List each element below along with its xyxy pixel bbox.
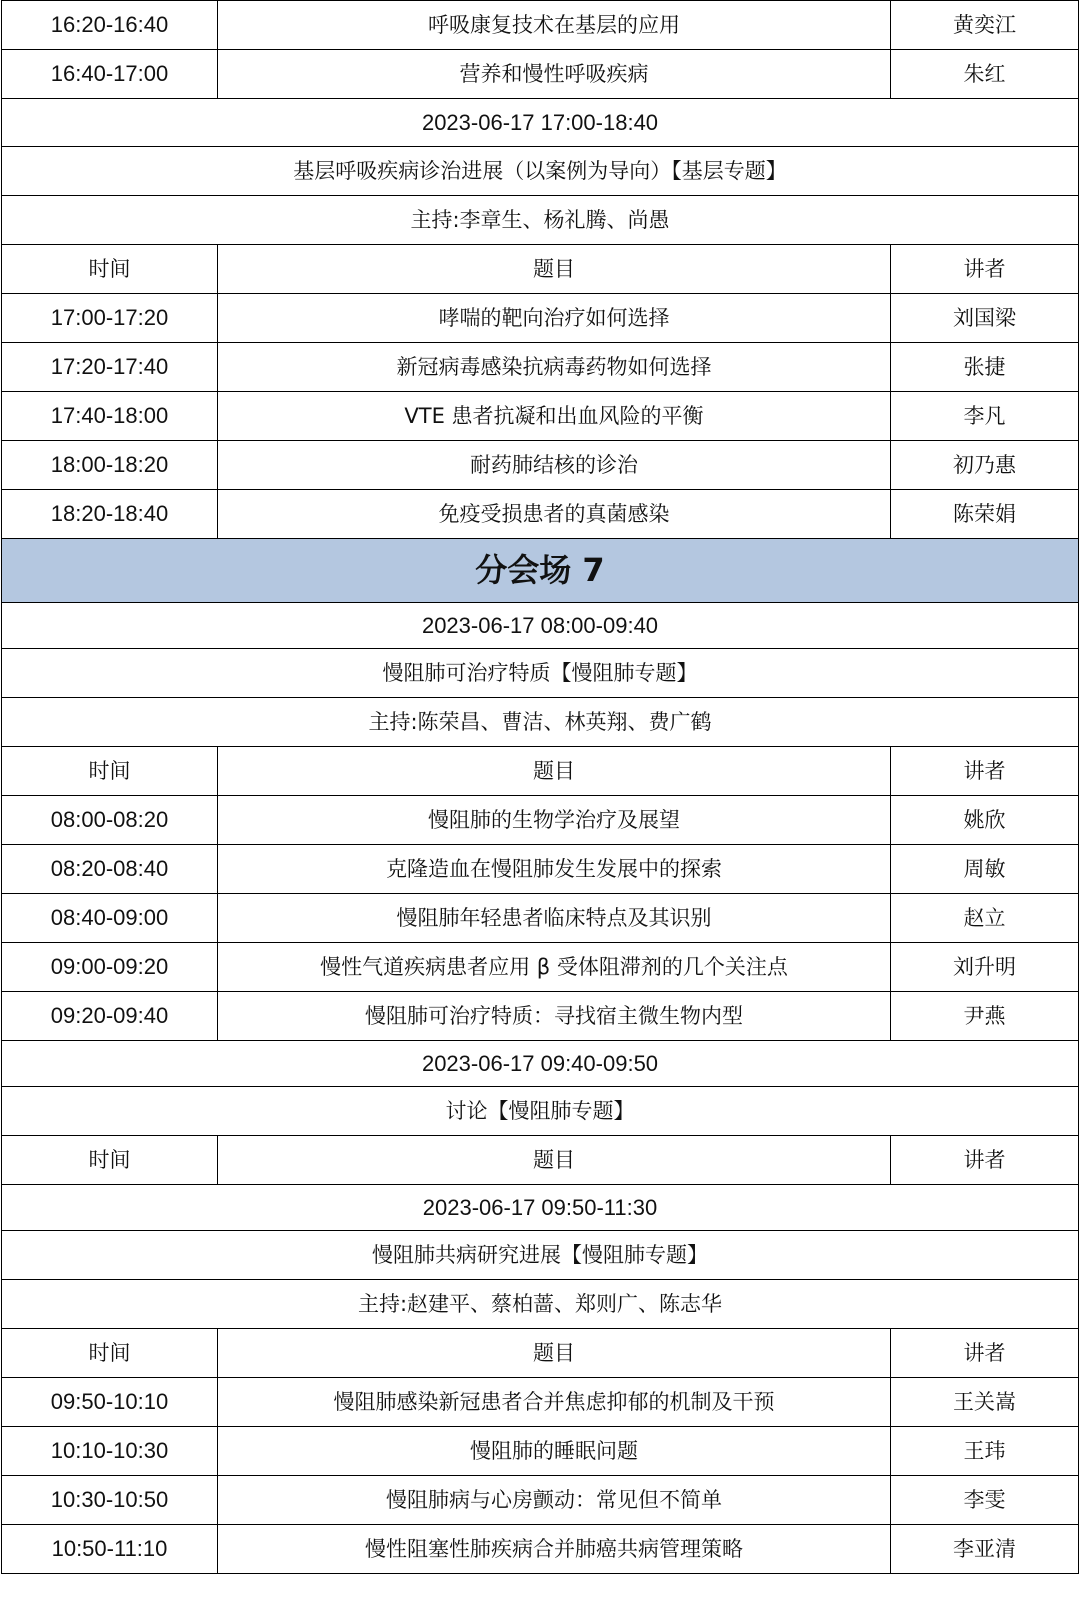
speaker-cell: 尹燕 — [891, 992, 1079, 1041]
speaker-cell: 王关嵩 — [891, 1378, 1079, 1427]
table-row — [2, 392, 1079, 441]
topic-cell: 慢阻肺的生物学治疗及展望 — [218, 796, 891, 845]
topic-cell: 慢阻肺的睡眠问题 — [218, 1427, 891, 1476]
topic-cell: 免疫受损患者的真菌感染 — [218, 490, 891, 539]
topic-cell: 营养和慢性呼吸疾病 — [218, 50, 891, 99]
time-cell: 18:20-18:40 — [2, 490, 218, 539]
topic-cell: 克隆造血在慢阻肺发生发展中的探索 — [218, 845, 891, 894]
speaker-cell: 朱红 — [891, 50, 1079, 99]
header-topic: 题目 — [218, 245, 891, 294]
header-speaker: 讲者 — [891, 747, 1079, 796]
header-row — [2, 245, 1079, 294]
speaker-cell: 周敏 — [891, 845, 1079, 894]
speaker-cell: 陈荣娟 — [891, 490, 1079, 539]
table-row — [2, 50, 1079, 99]
topic-cell: 慢阻肺年轻患者临床特点及其识别 — [218, 894, 891, 943]
header-time: 时间 — [2, 245, 218, 294]
session-title: 讨论【慢阻肺专题】 — [2, 1087, 1079, 1136]
session-datetime: 2023-06-17 17:00-18:40 — [2, 99, 1079, 147]
table-row — [2, 1, 1079, 50]
topic-cell: 呼吸康复技术在基层的应用 — [218, 1, 891, 50]
speaker-cell: 赵立 — [891, 894, 1079, 943]
venue-title: 分会场 7 — [2, 539, 1079, 603]
table-row — [2, 943, 1079, 992]
session-hosts: 主持:赵建平、蔡柏蔷、郑则广、陈志华 — [2, 1280, 1079, 1329]
table-row — [2, 441, 1079, 490]
header-time: 时间 — [2, 1329, 218, 1378]
header-row — [2, 1136, 1079, 1185]
time-cell: 10:10-10:30 — [2, 1427, 218, 1476]
header-row — [2, 747, 1079, 796]
speaker-cell: 黄奕江 — [891, 1, 1079, 50]
schedule-table — [1, 0, 1079, 1574]
speaker-cell: 刘升明 — [891, 943, 1079, 992]
header-time: 时间 — [2, 747, 218, 796]
topic-cell: 慢性阻塞性肺疾病合并肺癌共病管理策略 — [218, 1525, 891, 1574]
time-cell: 09:00-09:20 — [2, 943, 218, 992]
time-cell: 10:30-10:50 — [2, 1476, 218, 1525]
speaker-cell: 李亚清 — [891, 1525, 1079, 1574]
table-row — [2, 490, 1079, 539]
time-cell: 17:40-18:00 — [2, 392, 218, 441]
topic-cell: 慢阻肺感染新冠患者合并焦虑抑郁的机制及干预 — [218, 1378, 891, 1427]
topic-cell: 慢阻肺病与心房颤动：常见但不简单 — [218, 1476, 891, 1525]
table-row — [2, 1378, 1079, 1427]
header-speaker: 讲者 — [891, 245, 1079, 294]
table-row — [2, 1427, 1079, 1476]
table-row — [2, 294, 1079, 343]
speaker-cell: 张捷 — [891, 343, 1079, 392]
table-row — [2, 1476, 1079, 1525]
time-cell: 17:20-17:40 — [2, 343, 218, 392]
time-cell: 17:00-17:20 — [2, 294, 218, 343]
speaker-cell: 王玮 — [891, 1427, 1079, 1476]
header-speaker: 讲者 — [891, 1136, 1079, 1185]
time-cell: 09:20-09:40 — [2, 992, 218, 1041]
table-row — [2, 343, 1079, 392]
topic-cell: VTE 患者抗凝和出血风险的平衡 — [218, 392, 891, 441]
speaker-cell: 姚欣 — [891, 796, 1079, 845]
session-hosts: 主持:李章生、杨礼腾、尚愚 — [2, 196, 1079, 245]
topic-cell: 新冠病毒感染抗病毒药物如何选择 — [218, 343, 891, 392]
session-datetime: 2023-06-17 09:50-11:30 — [2, 1185, 1079, 1231]
speaker-cell: 初乃惠 — [891, 441, 1079, 490]
speaker-cell: 刘国梁 — [891, 294, 1079, 343]
time-cell: 08:20-08:40 — [2, 845, 218, 894]
time-cell: 18:00-18:20 — [2, 441, 218, 490]
table-row — [2, 992, 1079, 1041]
table-row — [2, 796, 1079, 845]
table-row — [2, 894, 1079, 943]
time-cell: 08:40-09:00 — [2, 894, 218, 943]
time-cell: 16:20-16:40 — [2, 1, 218, 50]
time-cell: 10:50-11:10 — [2, 1525, 218, 1574]
header-time: 时间 — [2, 1136, 218, 1185]
time-cell: 16:40-17:00 — [2, 50, 218, 99]
header-row — [2, 1329, 1079, 1378]
session-title: 慢阻肺共病研究进展【慢阻肺专题】 — [2, 1231, 1079, 1280]
session-datetime: 2023-06-17 08:00-09:40 — [2, 603, 1079, 649]
speaker-cell: 李雯 — [891, 1476, 1079, 1525]
session-hosts: 主持:陈荣昌、曹洁、林英翔、费广鹤 — [2, 698, 1079, 747]
header-topic: 题目 — [218, 747, 891, 796]
topic-cell: 哮喘的靶向治疗如何选择 — [218, 294, 891, 343]
speaker-cell: 李凡 — [891, 392, 1079, 441]
header-topic: 题目 — [218, 1329, 891, 1378]
session-datetime: 2023-06-17 09:40-09:50 — [2, 1041, 1079, 1087]
time-cell: 09:50-10:10 — [2, 1378, 218, 1427]
session-title: 基层呼吸疾病诊治进展（以案例为导向）【基层专题】 — [2, 147, 1079, 196]
header-speaker: 讲者 — [891, 1329, 1079, 1378]
topic-cell: 慢性气道疾病患者应用 β 受体阻滞剂的几个关注点 — [218, 943, 891, 992]
table-row — [2, 845, 1079, 894]
topic-cell: 慢阻肺可治疗特质：寻找宿主微生物内型 — [218, 992, 891, 1041]
time-cell: 08:00-08:20 — [2, 796, 218, 845]
session-title: 慢阻肺可治疗特质【慢阻肺专题】 — [2, 649, 1079, 698]
table-row — [2, 1525, 1079, 1574]
header-topic: 题目 — [218, 1136, 891, 1185]
topic-cell: 耐药肺结核的诊治 — [218, 441, 891, 490]
